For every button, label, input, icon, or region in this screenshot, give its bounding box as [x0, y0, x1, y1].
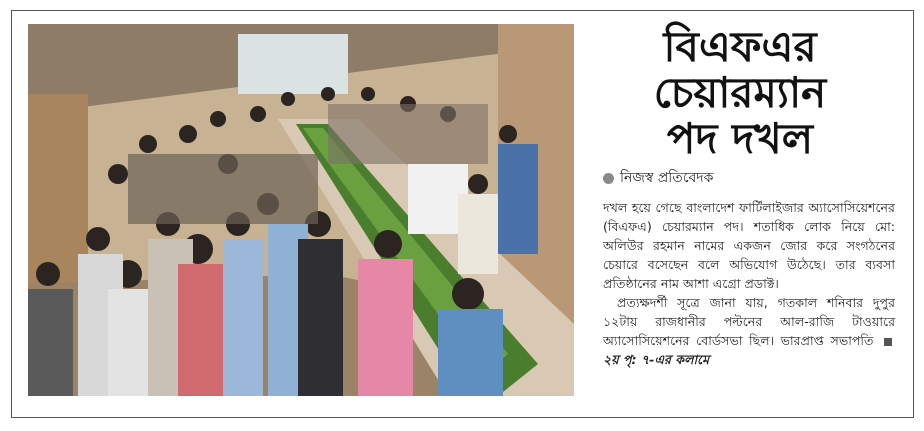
byline-text: নিজস্ব প্রতিবেদক	[620, 170, 714, 186]
article-paragraph-2	[603, 293, 895, 369]
byline	[603, 166, 713, 190]
article-paragraph-1: দখল হয়ে গেছে বাংলাদেশ ফার্টিলাইজার অ্যাসোসিয়েশনের (বিএফএ) চেয়ারম্যান পদ। শতাধিক লোক নিয়ে মো: অলিউর রহমান নামের একজন জোর করে সংগঠনের চেয়ারে বসেছেন বলে অভিযোগ উঠেছে। তার ব্যবসা প্রতিষ্ঠানের নাম আশা এগ্রো প্রডাক্ট।	[603, 200, 895, 291]
headline	[590, 24, 890, 162]
article-paragraph-2-text: প্রত্যক্ষদর্শী সূত্রে জানা যায়, গতকাল শনিবার দুপুর ১২টায় রাজধানীর পল্টনের আল-রাজি টাওয়ারে অ্যাসোসিয়েশনের বোর্ডসভা ছিল। ভারপ্রাপ্ত সভাপতি	[603, 295, 895, 348]
continued-note: ২য় পৃ: ৭-এর কলামে	[603, 352, 710, 367]
headline-line-1: বিএফএর	[663, 22, 817, 71]
square-marker-icon	[884, 338, 892, 346]
headline-line-2: চেয়ারম্যান	[653, 68, 827, 117]
bullet-icon	[603, 173, 614, 184]
meeting-room-illustration	[28, 24, 574, 396]
headline-line-3: পদ দখল	[666, 114, 814, 163]
article-body	[603, 198, 895, 369]
meeting-photo	[28, 24, 574, 396]
